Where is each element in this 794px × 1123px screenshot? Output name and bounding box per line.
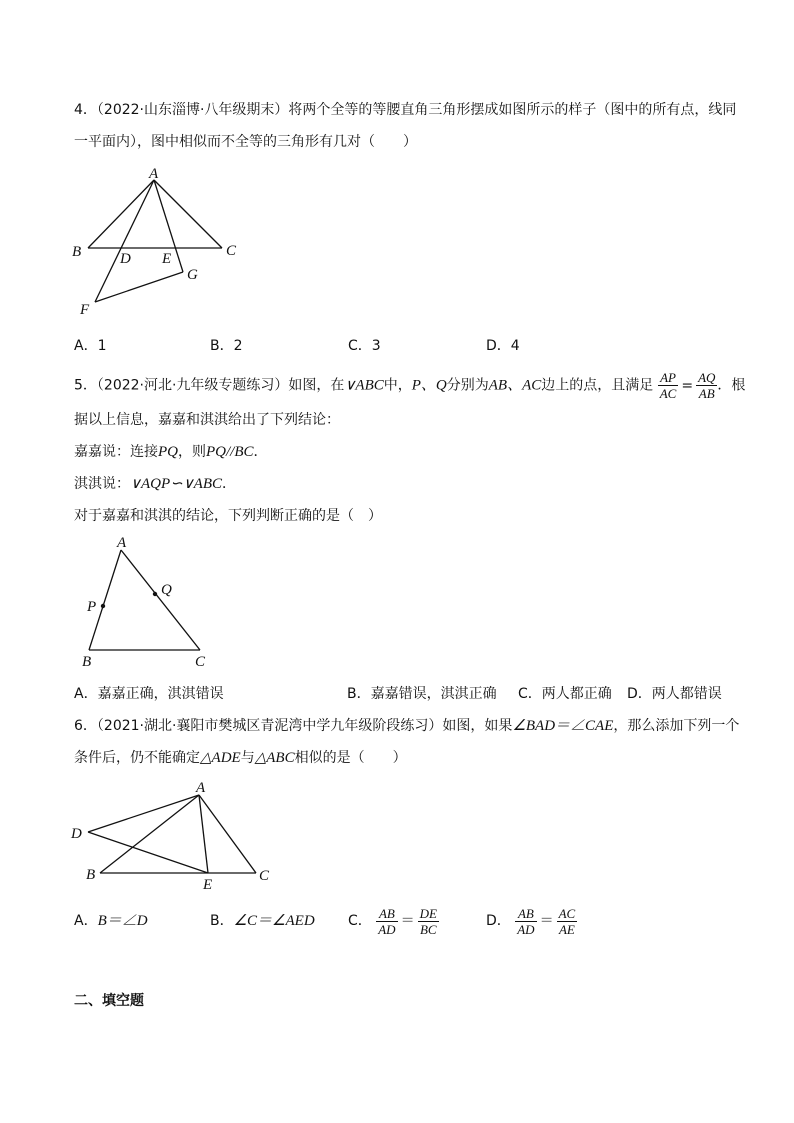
q4-stem-line1: 4．（2022·山东淄博·八年级期末）将两个全等的等腰直角三角形摆成如图所示的样子（图中的所有点，线同 [74, 102, 737, 118]
q4-label-G: G [187, 267, 198, 283]
q5-frac-aq-ab: $\frac{AQ}{AB}$ [698, 370, 716, 401]
q5-label-Q: Q [161, 582, 172, 598]
q4-option-a[interactable]: A．1 [74, 338, 107, 354]
q6-stem-line2: 条件后，仍不能确定△ADE与△ABC相似的是（ ） [74, 750, 407, 766]
q6-option-d[interactable]: D． $\frac{AB}{AD}$ ＝ $\frac{AC}{AE}$ [486, 905, 576, 937]
q6-stem-line1: 6．（2021·湖北·襄阳市樊城区青泥湾中学九年级阶段练习）如图，如果∠BAD＝∠CAE，那么添加下列一个 [74, 718, 740, 734]
q6-seg-AC [199, 795, 256, 873]
q5-stem-line5: 对于嘉嘉和淇淇的结论，下列判断正确的是（ ） [74, 508, 382, 524]
q6-seg-AE [199, 795, 208, 873]
q4-label-B: B [72, 244, 82, 260]
q6-label-A: A [196, 780, 206, 796]
q5-stem-line3: 嘉嘉说：连接PQ，则PQ//BC． [74, 444, 268, 460]
q4-option-b[interactable]: B．2 [210, 338, 243, 354]
q5-option-c[interactable]: C．两人都正确 [518, 686, 612, 702]
q6-label-E: E [203, 877, 213, 893]
q4-label-C: C [226, 243, 237, 259]
q6-option-b[interactable]: B．∠C＝∠AED [210, 913, 315, 929]
q5-option-d[interactable]: D．两人都错误 [627, 686, 722, 702]
q5-label-B: B [82, 654, 92, 670]
q4-label-D: D [120, 251, 131, 267]
q4-stem-line2: 一平面内），图中相似而不全等的三角形有几对（ ） [74, 134, 417, 150]
q5-label-P: P [87, 599, 97, 615]
q5-label-C: C [195, 654, 206, 670]
q4-label-F: F [80, 302, 90, 318]
q6-seg-AB [100, 795, 199, 873]
q6-seg-DE [88, 832, 208, 873]
q5-stem-line2: 据以上信息，嘉嘉和淇淇给出了下列结论： [74, 412, 340, 428]
q6-option-a[interactable]: A．B＝∠D [74, 913, 148, 929]
q4-option-c[interactable]: C．3 [348, 338, 381, 354]
q5-option-b[interactable]: B．嘉嘉错误，淇淇正确 [347, 686, 497, 702]
q4-label-E: E [162, 251, 172, 267]
q5-frac-ap-ac: $\frac{AP}{AC}$ [659, 370, 677, 401]
q4-label-A: A [149, 166, 159, 182]
q6-seg-AD [88, 795, 199, 832]
q5-stem-line4: 淇淇说：∨AQP∽∨ABC． [74, 476, 237, 492]
section-title: 二、填空题 [74, 993, 144, 1009]
q5-stem-line1: 5．（2022·河北·九年级专题练习）如图，在∨ABC中，P、Q分别为AB、AC边上的点，且满足 $\frac{AP}{AC}$ = $\frac{AQ}{AB}$ ．根 [74, 370, 746, 401]
q6-label-B: B [86, 867, 96, 883]
q4-option-d[interactable]: D．4 [486, 338, 520, 354]
q6-label-C: C [259, 868, 270, 884]
q5-option-a[interactable]: A．嘉嘉正确，淇淇错误 [74, 686, 224, 702]
q5-label-A: A [117, 535, 127, 551]
q6-option-c[interactable]: C． $\frac{AB}{AD}$ ＝ $\frac{DE}{BC}$ [348, 905, 437, 937]
q6-label-D: D [71, 826, 82, 842]
